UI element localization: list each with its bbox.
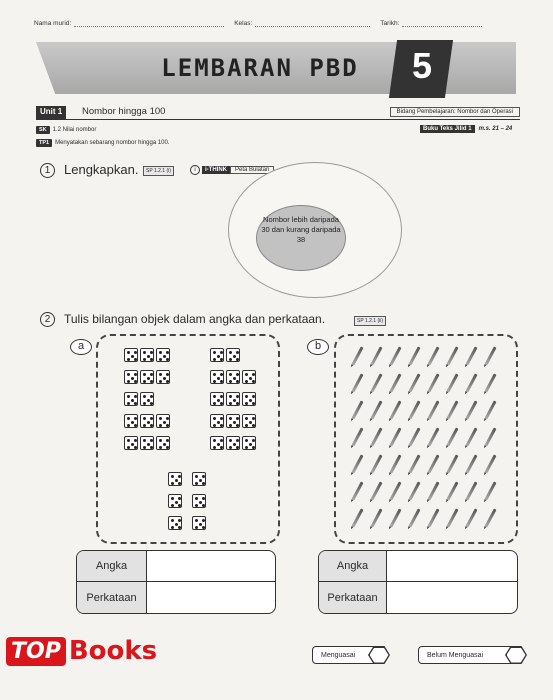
part-a-angka-label: Angka [77, 551, 147, 581]
student-info-row [34, 20, 533, 27]
die-icon [226, 414, 240, 428]
part-b-perkataan-row [319, 582, 517, 613]
kelas-label: Kelas: [234, 20, 253, 27]
part-a-perkataan-input[interactable] [147, 582, 275, 613]
die-icon [140, 348, 154, 362]
die-icon [124, 348, 138, 362]
die-icon [192, 494, 206, 508]
unit-tag: Unit 1 [36, 106, 66, 119]
part-a-perkataan-label: Perkataan [77, 582, 147, 613]
ithink-map-type: Peta Bulatan [230, 166, 274, 174]
buku-teks [420, 125, 512, 133]
die-icon [168, 472, 182, 486]
die-icon [124, 414, 138, 428]
die-icon [226, 370, 240, 384]
unit-bar [36, 106, 520, 120]
q1-text: Lengkapkan. [64, 162, 139, 177]
logo-top: TOP [6, 637, 66, 666]
part-a-perkataan-row [77, 582, 275, 613]
kelas-field[interactable] [234, 20, 370, 27]
q2-number: 2 [40, 312, 55, 327]
part-a-answer-table [76, 550, 276, 614]
tp-row [36, 139, 170, 147]
die-icon [192, 472, 206, 486]
tarikh-field[interactable] [380, 20, 482, 27]
part-a-angka-row [77, 551, 275, 582]
ithink-badge [190, 165, 274, 175]
die-icon [140, 392, 154, 406]
die-icon [140, 370, 154, 384]
q2-sp-badge: SP 1.2.1 (ii) [354, 316, 386, 326]
die-icon [210, 392, 224, 406]
part-a-angka-input[interactable] [147, 551, 275, 581]
part-b-perkataan-input[interactable] [387, 582, 517, 613]
die-icon [156, 348, 170, 362]
die-icon [210, 414, 224, 428]
part-b-angka-row [319, 551, 517, 582]
die-icon [156, 436, 170, 450]
belum-menguasai-label: Belum Menguasai [427, 651, 484, 659]
part-b-angka-input[interactable] [387, 551, 517, 581]
belum-menguasai-option[interactable] [418, 646, 514, 664]
die-icon [124, 370, 138, 384]
die-icon [140, 414, 154, 428]
tarikh-label: Tarikh: [380, 20, 400, 27]
bidang-label: Bidang Pembelajaran: Nombor dan Operasi [390, 107, 520, 117]
part-b-tag: b [307, 339, 329, 355]
part-b-perkataan-label: Perkataan [319, 582, 387, 613]
die-icon [210, 436, 224, 450]
banner-title: LEMBARAN PBD [161, 54, 359, 82]
die-icon [124, 436, 138, 450]
die-icon [226, 392, 240, 406]
die-icon [156, 370, 170, 384]
menguasai-label: Menguasai [321, 651, 356, 659]
logo-books: Books [68, 636, 158, 666]
topbooks-logo [6, 636, 157, 666]
die-icon [210, 370, 224, 384]
die-icon [242, 414, 256, 428]
part-a-tag: a [70, 339, 92, 355]
die-icon [168, 494, 182, 508]
die-icon [226, 348, 240, 362]
sk-tag: SK [36, 126, 50, 134]
ithink-icon: i [190, 165, 200, 175]
die-icon [226, 436, 240, 450]
part-b-angka-label: Angka [319, 551, 387, 581]
die-icon [210, 348, 224, 362]
circle-map-text: Nombor lebih daripada 30 dan kurang daripada 38 [261, 215, 341, 244]
nama-field[interactable] [34, 20, 224, 27]
sk-row [36, 126, 96, 134]
nama-label: Nama murid: [34, 20, 72, 27]
die-icon [140, 436, 154, 450]
unit-title: Nombor hingga 100 [82, 106, 166, 117]
die-icon [242, 436, 256, 450]
die-icon [242, 392, 256, 406]
q1-sp-badge: SP 1.2.1 (i) [143, 166, 174, 176]
sk-text: 1.2 Nilai nombor [52, 127, 97, 133]
tp-tag: TP1 [36, 139, 52, 147]
part-b-answer-table [318, 550, 518, 614]
ithink-tag: i-THINK [202, 166, 230, 174]
die-icon [168, 516, 182, 530]
sheet-number: 5 [411, 45, 433, 86]
die-icon [156, 414, 170, 428]
tp-text: Menyatakan sebarang nombor hingga 100. [55, 140, 170, 146]
die-icon [242, 370, 256, 384]
q2-text: Tulis bilangan objek dalam angka dan perkataan. [64, 312, 326, 326]
buku-tag: Buku Teks Jilid 1 [420, 125, 475, 133]
die-icon [124, 392, 138, 406]
die-icon [192, 516, 206, 530]
buku-pages: m.s. 21 – 24 [478, 126, 513, 132]
q1-number: 1 [40, 163, 55, 178]
